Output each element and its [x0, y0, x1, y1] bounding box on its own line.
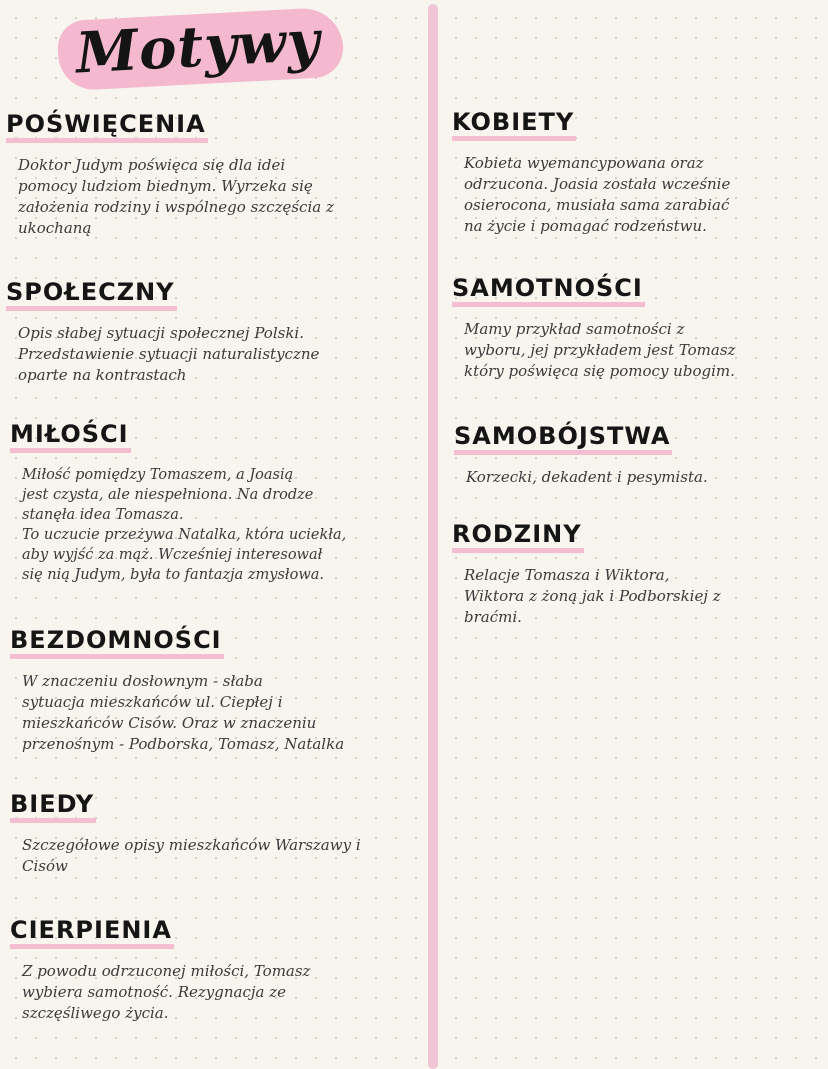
section-text: Korzecki, dekadent i pesymista.: [466, 468, 708, 487]
section-poswiecenia: [6, 112, 334, 239]
center-divider: [428, 4, 438, 1069]
title-highlight: [58, 7, 343, 87]
section-heading: POŚWIĘCENIA: [6, 112, 208, 143]
section-biedy: [10, 792, 361, 877]
section-text: Miłość pomiędzy Tomaszem, a Joasią jest czysta, ale niespełniona. Na drodze stanęła idea Tomasza. To uczucie przeżywa Natalka, która uciekła, aby wyjść za mąż. Wcześniej interesował się nią Judym, była to fantazja zmysłowa.: [22, 467, 347, 584]
section-text: Opis słabej sytuacji społecznej Polski. Przedstawienie sytuacji naturalistyczne oparte na kontrastach: [18, 324, 320, 385]
section-text: Szczegółowe opisy mieszkańców Warszawy i Cisów: [22, 836, 361, 876]
section-text: Doktor Judym poświęca się dla idei pomocy ludziom biednym. Wyrzeka się założenia rodziny i wspólnego szczęścia z ukochaną: [18, 156, 334, 238]
section-text: Z powodu odrzuconej miłości, Tomasz wybiera samotność. Rezygnacja ze szczęśliwego życia.: [22, 962, 311, 1023]
section-heading: CIERPIENIA: [10, 918, 174, 949]
section-text: Mamy przykład samotności z wyboru, jej przykładem jest Tomasz który poświęca się pomocy ubogim.: [464, 320, 736, 381]
section-spoleczny: [6, 280, 319, 386]
section-bezdomnosci: [10, 628, 344, 755]
section-heading: MIŁOŚCI: [10, 422, 131, 453]
section-heading: BEZDOMNOŚCI: [10, 628, 224, 659]
section-cierpienia: [10, 918, 310, 1024]
section-heading: SAMOTNOŚCI: [452, 276, 645, 307]
section-text: Kobieta wyemancypowana oraz odrzucona. Joasia została wcześnie osierocona, musiała sama zarabiać na życie i pomagać rodzeństwu.: [464, 154, 731, 236]
section-milosci: [10, 422, 346, 585]
page-title: Motywy: [56, 7, 344, 92]
section-heading: BIEDY: [10, 792, 96, 823]
section-kobiety: [452, 110, 730, 237]
section-heading: SAMOBÓJSTWA: [454, 424, 672, 455]
section-samotnosci: [452, 276, 735, 382]
section-heading: SPOŁECZNY: [6, 280, 177, 311]
section-samobojstwa: [454, 424, 708, 488]
section-rodziny: [452, 522, 721, 628]
section-text: W znaczeniu dosłownym - słaba sytuacja mieszkańców ul. Ciepłej i mieszkańców Cisów. Oraz w znaczeniu przenośnym - Podborska, Tomasz, Natalka: [22, 672, 345, 754]
section-heading: KOBIETY: [452, 110, 576, 141]
section-text: Relacje Tomasza i Wiktora, Wiktora z żoną jak i Podborskiej z braćmi.: [464, 566, 721, 627]
section-heading: RODZINY: [452, 522, 584, 553]
